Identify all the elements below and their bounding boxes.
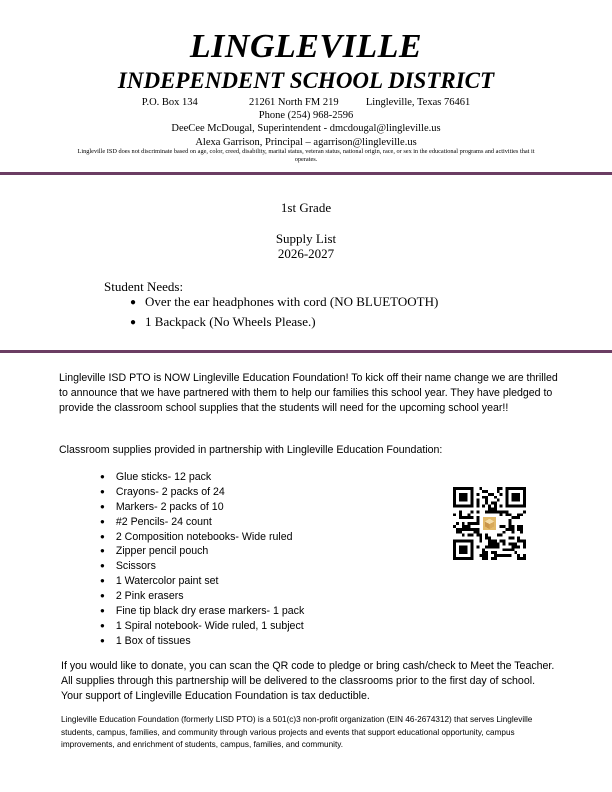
list-item: ● 1 Backpack (No Wheels Please.)	[130, 314, 438, 334]
classroom-supply-list	[100, 470, 304, 649]
classroom-supplies-heading: Classroom supplies provided in partnership with Lingleville Education Foundation:	[59, 444, 443, 456]
qr-code-icon[interactable]	[453, 487, 526, 560]
school-year: 2026-2027	[277, 246, 335, 261]
po-box: P.O. Box 134	[141, 97, 198, 108]
supply-list-title: Supply List	[275, 231, 337, 246]
grade-title: 1st Grade	[280, 200, 332, 215]
student-needs-list	[130, 294, 438, 334]
superintendent-line: DeeCee McDougal, Superintendent - dmcdougal@lingleville.us	[171, 123, 441, 134]
header-divider	[0, 172, 612, 175]
list-item: ● Scissors	[100, 559, 304, 574]
nondiscrimination-notice: Lingleville ISD does not discriminate based on age, color, creed, disability, marital status, veteran status, national origin, race, or sex in the educational programs and activities that it operates.	[77, 148, 535, 163]
list-item: ● 1 Box of tissues	[100, 634, 304, 649]
donation-paragraph: If you would like to donate, you can scan the QR code to pledge or bring cash/check to Meet the Teacher. All supplies through this partnership will be delivered to the classrooms prior to the first day of school. Your support of Lingleville Education Foundation is tax deductible.	[61, 660, 555, 702]
list-item: ● Markers- 2 packs of 10	[100, 500, 304, 515]
list-item: ● 2 Composition notebooks- Wide ruled	[100, 530, 304, 545]
district-name: LINGLEVILLE	[189, 28, 423, 65]
foundation-intro: Lingleville ISD PTO is NOW Lingleville Education Foundation! To kick off their name change we are thrilled to announce that we have partnered with them to help our families this school year. They have pledged to provide the classroom school supplies that the students will need for the upcoming school year!!	[59, 372, 558, 414]
list-item: ● Fine tip black dry erase markers- 1 pack	[100, 604, 304, 619]
address-line	[0, 97, 612, 109]
list-item: ● 2 Pink erasers	[100, 589, 304, 604]
section-divider	[0, 350, 612, 353]
district-subtitle: INDEPENDENT SCHOOL DISTRICT	[117, 68, 495, 93]
principal-line: Alexa Garrison, Principal – agarrison@lingleville.us	[195, 137, 417, 148]
list-item: ● #2 Pencils- 24 count	[100, 515, 304, 530]
list-item: ● 1 Watercolor paint set	[100, 574, 304, 589]
list-item: ● Over the ear headphones with cord (NO BLUETOOTH)	[130, 294, 438, 314]
street-address: 21261 North FM 219	[249, 97, 339, 108]
list-item: ● Glue sticks- 12 pack	[100, 470, 304, 485]
student-needs-heading: Student Needs:	[104, 279, 184, 294]
foundation-footer-note: Lingleville Education Foundation (formerly LISD PTO) is a 501(c)3 non-profit organization (EIN 46-2674312) that serves Lingleville students, campus, families, and community through various projects and events that support educational opportunity, campus improvements, and enrichment of students, campus, families, and community.	[61, 715, 533, 749]
phone-line: Phone (254) 968-2596	[258, 110, 354, 121]
list-item: ● Crayons- 2 packs of 24	[100, 485, 304, 500]
list-item: ● 1 Spiral notebook- Wide ruled, 1 subject	[100, 619, 304, 634]
city-state-zip: Lingleville, Texas 76461	[365, 97, 471, 108]
list-item: ● Zipper pencil pouch	[100, 544, 304, 559]
